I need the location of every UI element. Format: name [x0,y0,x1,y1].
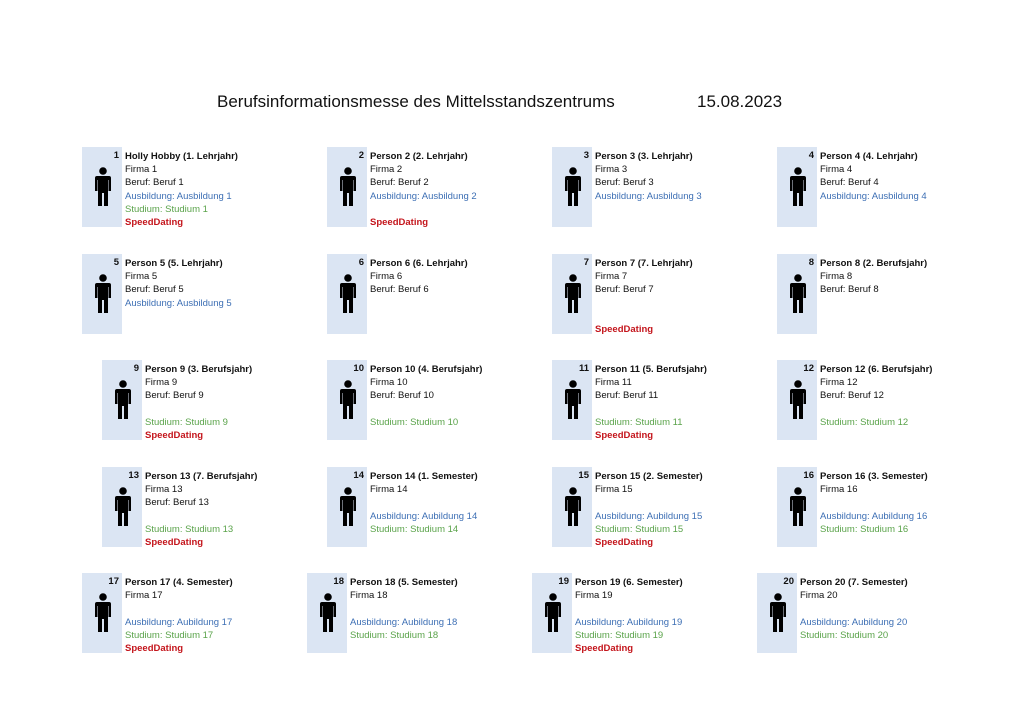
attendee-firma: Firma 10 [370,377,408,389]
attendee-speed: SpeedDating [595,536,654,548]
attendee-card [552,254,782,336]
attendee-name: Person 7 (7. Lehrjahr) [595,258,693,269]
attendee-beruf: Beruf: Beruf 4 [820,177,879,189]
person-icon [789,167,807,207]
attendee-speed [820,216,1010,229]
page-title: Berufsinformationsmesse des Mittelsstandszentrums [217,92,615,111]
attendee-ausbildung: Ausbildung: Aubildung 14 [370,510,478,522]
attendee-studium: Studium: Studium 14 [370,523,459,535]
attendee-card [757,573,987,655]
attendee-details [350,576,540,655]
attendee-badge [777,467,817,547]
attendee-card [307,573,537,655]
attendee-beruf: Beruf: Beruf 10 [370,390,434,402]
attendee-speed [370,429,560,442]
attendee-firma: Firma 18 [350,590,388,602]
person-icon [94,167,112,207]
attendee-card [327,147,557,229]
attendee-card [327,467,557,549]
attendee-name: Person 16 (3. Semester) [820,471,928,482]
attendee-details [595,150,785,229]
attendee-card [777,147,1007,229]
attendee-beruf [595,496,785,509]
attendee-speed [370,323,560,336]
attendee-details [370,150,560,229]
attendee-beruf: Beruf: Beruf 13 [145,497,209,509]
attendee-speed: SpeedDating [575,642,634,654]
attendee-studium [820,310,1010,323]
attendee-beruf [350,602,540,615]
attendee-firma: Firma 11 [595,377,632,389]
attendee-badge [82,254,122,334]
attendee-speed [350,642,540,655]
attendee-name: Person 6 (6. Lehrjahr) [370,258,468,269]
person-icon [544,593,562,633]
attendee-firma: Firma 12 [820,377,858,389]
attendee-badge [327,360,367,440]
attendee-card [327,360,557,442]
attendee-studium [370,310,560,323]
person-icon [94,593,112,633]
attendee-beruf: Beruf: Beruf 1 [125,177,184,189]
attendee-beruf: Beruf: Beruf 12 [820,390,884,402]
person-icon [564,167,582,207]
attendee-speed: SpeedDating [125,216,184,228]
attendee-ausbildung: Ausbildung: Ausbildung 2 [370,190,477,202]
attendee-beruf: Beruf: Beruf 8 [820,284,879,296]
attendee-name: Person 9 (3. Berufsjahr) [145,364,253,375]
attendee-badge [102,360,142,440]
attendee-details [370,470,560,549]
attendee-firma: Firma 5 [125,271,158,283]
attendee-name: Person 20 (7. Semester) [800,577,908,588]
attendee-card [82,147,312,229]
attendee-badge [552,147,592,227]
attendee-details [370,257,560,336]
attendee-studium [595,203,785,216]
event-date: 15.08.2023 [697,92,783,111]
attendee-number: 12 [803,363,814,374]
attendee-studium: Studium: Studium 20 [800,629,889,641]
attendee-details [595,363,785,442]
attendee-studium [820,203,1010,216]
attendee-badge [552,360,592,440]
person-icon [339,274,357,314]
attendee-firma: Firma 16 [820,484,858,496]
attendee-ausbildung: Ausbildung: Aubildung 20 [800,616,908,628]
attendee-number: 3 [583,150,589,161]
attendee-beruf [575,602,765,615]
attendee-firma: Firma 14 [370,484,408,496]
attendee-studium [595,310,785,323]
attendee-beruf [820,496,1010,509]
attendee-ausbildung [145,403,335,416]
attendee-card [327,254,557,336]
attendee-firma: Firma 9 [145,377,178,389]
attendee-speed [370,536,560,549]
attendee-card [532,573,762,655]
attendee-number: 8 [808,257,814,268]
attendee-number: 14 [353,470,364,481]
attendee-details [800,576,990,655]
attendee-firma: Firma 4 [820,164,853,176]
attendee-card [102,360,332,442]
attendee-speed: SpeedDating [125,642,184,654]
attendee-number: 1 [113,150,119,161]
attendee-badge [777,360,817,440]
attendee-details [820,257,1010,336]
attendee-card [552,147,782,229]
attendee-number: 20 [783,576,794,587]
person-icon [339,380,357,420]
person-icon [339,167,357,207]
attendee-name: Holly Hobby (1. Lehrjahr) [125,151,238,162]
attendee-studium: Studium: Studium 1 [125,203,208,215]
attendee-number: 17 [108,576,119,587]
attendee-beruf: Beruf: Beruf 3 [595,177,654,189]
person-icon [564,274,582,314]
attendee-number: 13 [128,470,139,481]
attendee-name: Person 12 (6. Berufsjahr) [820,364,933,375]
attendee-firma: Firma 6 [370,271,403,283]
attendee-beruf: Beruf: Beruf 5 [125,284,184,296]
attendee-studium: Studium: Studium 12 [820,416,909,428]
attendee-ausbildung: Ausbildung: Ausbildung 5 [125,297,232,309]
person-icon [94,274,112,314]
attendee-number: 9 [133,363,139,374]
attendee-ausbildung [595,403,785,416]
attendee-badge [327,254,367,334]
attendee-studium: Studium: Studium 13 [145,523,234,535]
attendee-speed: SpeedDating [595,323,654,335]
attendee-name: Person 5 (5. Lehrjahr) [125,258,223,269]
attendee-name: Person 4 (4. Lehrjahr) [820,151,918,162]
attendee-details [820,363,1010,442]
attendee-firma: Firma 2 [370,164,403,176]
attendee-ausbildung [370,297,560,310]
attendee-ausbildung: Ausbildung: Aubildung 16 [820,510,928,522]
attendee-studium: Studium: Studium 11 [595,416,683,428]
attendee-name: Person 8 (2. Berufsjahr) [820,258,928,269]
person-icon [319,593,337,633]
attendee-studium [125,310,315,323]
person-icon [789,274,807,314]
attendee-firma: Firma 20 [800,590,838,602]
attendee-ausbildung [820,403,1010,416]
attendee-card [777,360,1007,442]
attendee-firma: Firma 3 [595,164,628,176]
attendee-beruf: Beruf: Beruf 9 [145,390,204,402]
attendee-card [552,467,782,549]
attendee-badge [102,467,142,547]
attendee-card [777,254,1007,336]
attendee-details [145,470,335,549]
attendee-beruf [125,602,315,615]
attendee-card [82,254,312,336]
attendee-badge [82,573,122,653]
attendee-firma: Firma 13 [145,484,183,496]
person-icon [114,380,132,420]
attendee-ausbildung [820,297,1010,310]
attendee-studium: Studium: Studium 18 [350,629,439,641]
attendee-details [125,150,315,229]
person-icon [339,487,357,527]
attendee-number: 5 [113,257,119,268]
attendee-name: Person 13 (7. Berufsjahr) [145,471,258,482]
attendee-beruf [800,602,990,615]
attendee-speed [820,429,1010,442]
attendee-firma: Firma 7 [595,271,628,283]
attendee-studium [370,203,560,216]
attendee-details [595,470,785,549]
attendee-beruf: Beruf: Beruf 2 [370,177,429,189]
attendee-name: Person 10 (4. Berufsjahr) [370,364,483,375]
person-icon [789,487,807,527]
attendee-name: Person 19 (6. Semester) [575,577,683,588]
attendee-name: Person 18 (5. Semester) [350,577,458,588]
attendee-speed [820,536,1010,549]
attendee-name: Person 15 (2. Semester) [595,471,703,482]
attendee-beruf: Beruf: Beruf 11 [595,390,659,402]
attendee-number: 19 [558,576,569,587]
attendee-card [552,360,782,442]
person-icon [564,380,582,420]
attendee-speed [800,642,990,655]
attendee-name: Person 14 (1. Semester) [370,471,478,482]
attendee-details [820,150,1010,229]
attendee-badge [82,147,122,227]
person-icon [564,487,582,527]
attendee-ausbildung [370,403,560,416]
attendee-name: Person 17 (4. Semester) [125,577,233,588]
attendee-badge [757,573,797,653]
attendee-name: Person 2 (2. Lehrjahr) [370,151,468,162]
attendee-badge [552,254,592,334]
attendee-details [145,363,335,442]
attendee-studium: Studium: Studium 16 [820,523,909,535]
attendee-firma: Firma 17 [125,590,163,602]
person-icon [114,487,132,527]
attendee-speed: SpeedDating [145,536,204,548]
attendee-ausbildung: Ausbildung: Aubildung 18 [350,616,458,628]
attendee-ausbildung: Ausbildung: Ausbildung 3 [595,190,702,202]
attendee-beruf: Beruf: Beruf 6 [370,284,429,296]
attendee-badge [327,147,367,227]
attendee-studium: Studium: Studium 9 [145,416,228,428]
attendee-number: 15 [578,470,589,481]
attendee-details [125,257,315,336]
attendee-name: Person 11 (5. Berufsjahr) [595,364,707,375]
attendee-beruf: Beruf: Beruf 7 [595,284,654,296]
attendee-card [82,573,312,655]
attendee-number: 2 [358,150,364,161]
attendee-firma: Firma 19 [575,590,613,602]
attendee-firma: Firma 8 [820,271,853,283]
attendee-studium: Studium: Studium 17 [125,629,214,641]
attendee-firma: Firma 15 [595,484,633,496]
attendee-badge [777,147,817,227]
attendee-ausbildung: Ausbildung: Aubildung 17 [125,616,233,628]
attendee-speed: SpeedDating [595,429,654,441]
attendee-speed [125,323,315,336]
attendee-details [820,470,1010,549]
attendee-number: 6 [358,257,364,268]
attendee-speed [595,216,785,229]
attendee-number: 4 [808,150,814,161]
attendee-number: 7 [583,257,589,268]
attendee-details [370,363,560,442]
attendee-beruf [370,496,560,509]
person-icon [769,593,787,633]
attendee-card [777,467,1007,549]
attendee-badge [552,467,592,547]
attendee-number: 10 [353,363,364,374]
attendee-badge [532,573,572,653]
attendee-badge [777,254,817,334]
attendee-firma: Firma 1 [125,164,158,176]
attendee-badge [327,467,367,547]
attendee-number: 16 [803,470,814,481]
attendee-card [102,467,332,549]
attendee-ausbildung: Ausbildung: Aubildung 15 [595,510,703,522]
attendee-badge [307,573,347,653]
attendee-studium: Studium: Studium 19 [575,629,664,641]
attendee-details [575,576,765,655]
attendee-speed: SpeedDating [370,216,429,228]
attendee-speed [820,323,1010,336]
person-icon [789,380,807,420]
attendee-studium: Studium: Studium 10 [370,416,459,428]
attendee-speed: SpeedDating [145,429,204,441]
attendee-studium: Studium: Studium 15 [595,523,684,535]
attendee-ausbildung: Ausbildung: Ausbildung 1 [125,190,232,202]
attendee-number: 18 [333,576,344,587]
attendee-number: 11 [578,363,589,374]
attendee-ausbildung: Ausbildung: Ausbildung 4 [820,190,927,202]
attendee-details [125,576,315,655]
attendee-ausbildung [145,510,335,523]
attendee-ausbildung: Ausbildung: Aubildung 19 [575,616,683,628]
attendee-details [595,257,785,336]
page-header [0,90,1024,114]
attendee-ausbildung [595,297,785,310]
attendee-name: Person 3 (3. Lehrjahr) [595,151,693,162]
